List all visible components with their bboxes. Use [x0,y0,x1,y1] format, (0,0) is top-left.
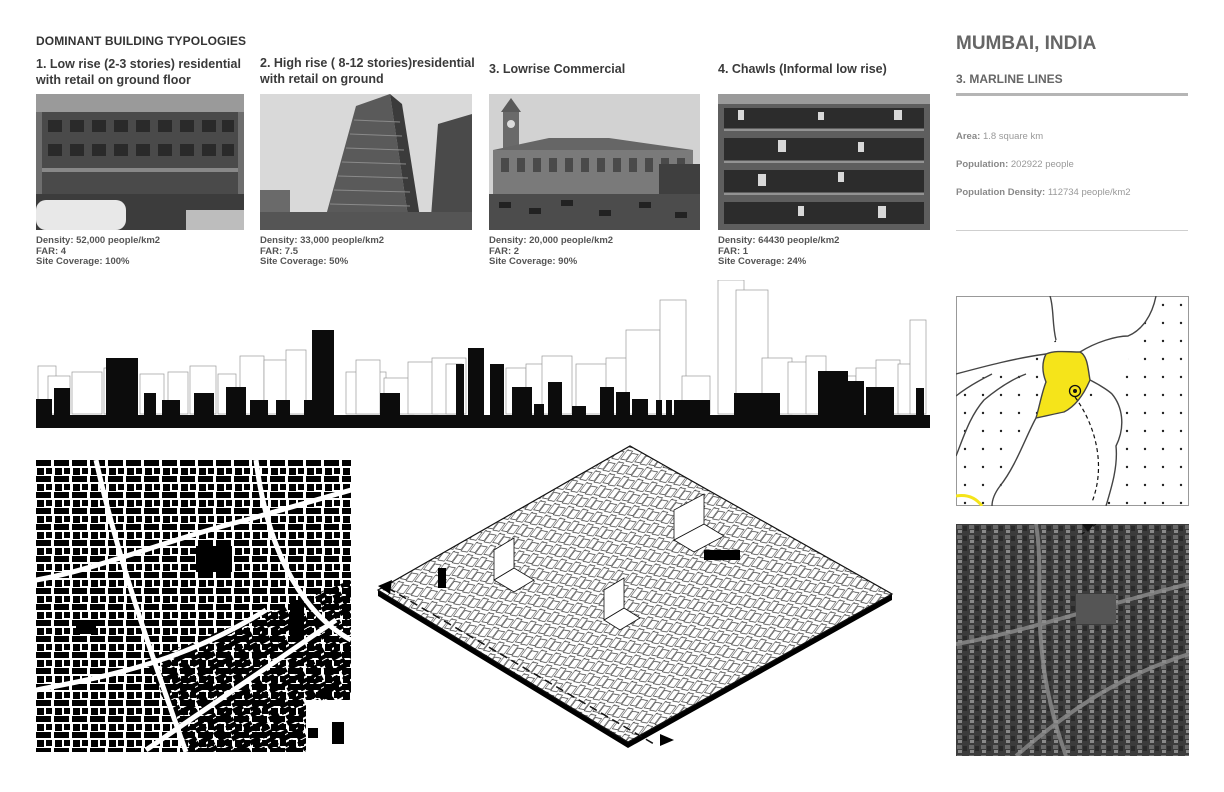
typology-4-coverage: Site Coverage: 24% [718,256,807,267]
district-location-map [956,296,1189,506]
typology-2-title-line1: 2. High rise ( 8-12 stories)residential [260,56,475,70]
axonometric-massing-model [374,440,894,750]
typology-4-density: Density: 64430 people/km2 [718,235,840,246]
typology-1-stats [36,236,160,268]
section-cut-arrow-icon [660,734,674,746]
area-row [956,131,1043,142]
typology-1-density: Density: 52,000 people/km2 [36,235,161,246]
typology-2-density: Density: 33,000 people/km2 [260,235,385,246]
typology-4-far: FAR: 1 [718,245,749,257]
city-title: MUMBAI, INDIA [956,33,1097,54]
highrise-tower-photo [260,94,472,230]
market-building-photo [489,94,700,230]
typology-1-coverage: Site Coverage: 100% [36,256,130,267]
title-divider [956,93,1188,96]
density-row [956,187,1131,198]
figure-ground-plan [36,460,351,752]
typology-4-title-line1: 4. Chawls (Informal low rise) [718,62,887,76]
typology-1-far: FAR: 4 [36,245,67,257]
typology-3-stats [489,236,613,268]
population-label: Population: [956,159,1009,170]
typology-2-title [260,55,475,87]
chawl-facade-photo [718,94,930,230]
typology-3-far: FAR: 2 [489,245,520,257]
info-divider [956,230,1188,231]
typology-1-title-line1: 1. Low rise (2-3 stories) residential [36,57,241,71]
satellite-aerial-image [956,524,1189,756]
typology-3-title-line1: 3. Lowrise Commercial [489,62,626,76]
population-row [956,159,1074,170]
typology-2-far: FAR: 7.5 [260,245,299,257]
typology-1-title [36,56,241,88]
typology-1-title-line2: with retail on ground floor [36,73,191,87]
typology-2-title-line2: with retail on ground [260,72,384,86]
area-label: Area: [956,131,981,142]
population-value: 202922 people [1010,159,1074,170]
typology-3-title [489,61,625,77]
street-elevation-skyline [36,280,930,430]
typology-2-coverage: Site Coverage: 50% [260,256,349,267]
population-density-value: 112734 people/km2 [1047,187,1131,198]
typology-4-stats [718,236,839,268]
population-density-label: Population Density: [956,187,1046,198]
typology-4-title [718,61,887,77]
district-title: 3. MARLINE LINES [956,72,1063,86]
residential-lowrise-photo [36,94,244,230]
area-value: 1.8 square km [982,131,1044,142]
typology-3-coverage: Site Coverage: 90% [489,256,578,267]
section-title: DOMINANT BUILDING TYPOLOGIES [36,34,247,48]
typology-2-stats [260,236,384,268]
typology-3-density: Density: 20,000 people/km2 [489,235,614,246]
